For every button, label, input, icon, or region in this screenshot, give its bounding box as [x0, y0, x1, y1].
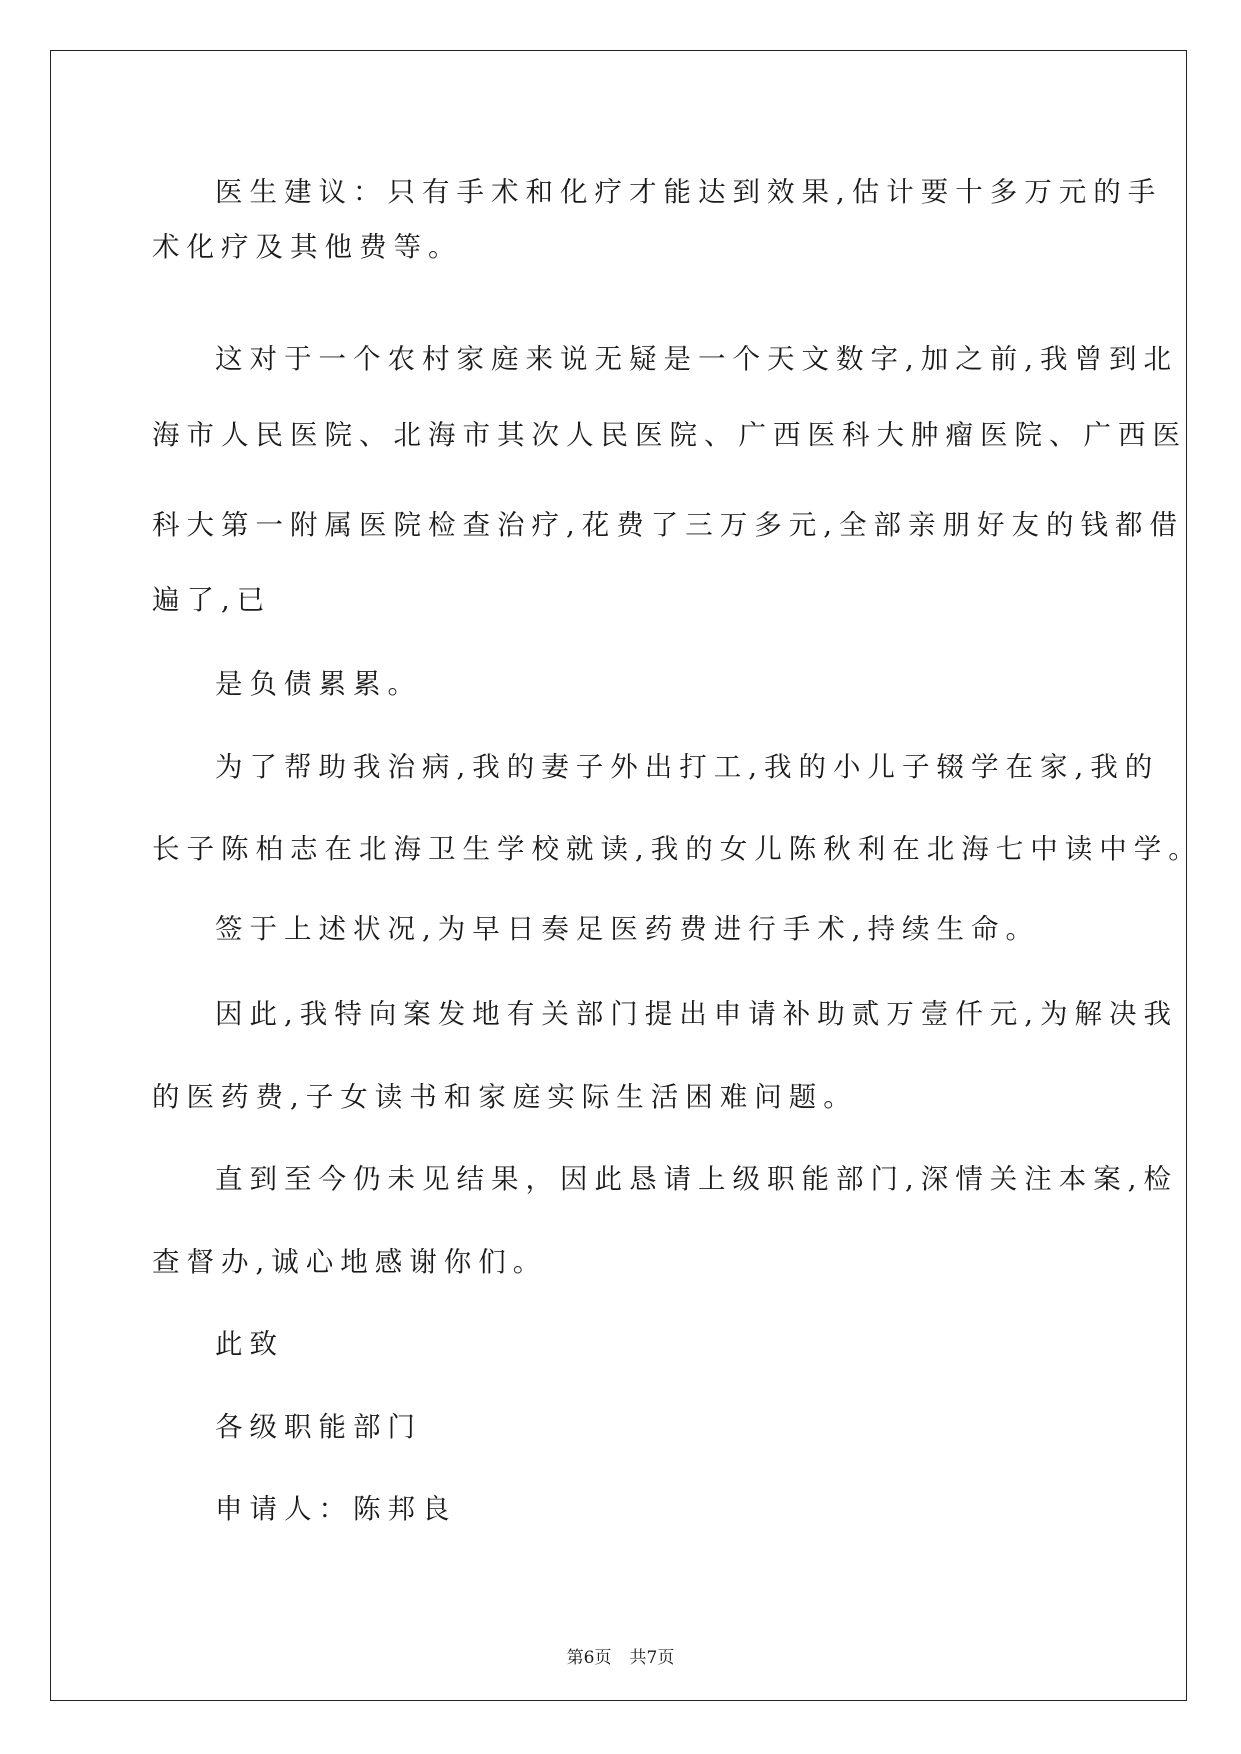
text-line: 医生建议：只有手术和化疗才能达到效果,估计要十多万元的手 — [215, 176, 1163, 208]
text-line: 术化疗及其他费等。 — [152, 231, 463, 263]
page-footer — [0, 1643, 1241, 1668]
page-number: 第6页 — [566, 1648, 612, 1668]
text-line: 此致 — [215, 1328, 284, 1360]
text-line: 科大第一附属医院检查治疗,花费了三万多元,全部亲朋好友的钱都借 — [152, 509, 1184, 541]
text-line: 申请人：陈邦良 — [215, 1493, 457, 1525]
text-line: 的医药费,子女读书和家庭实际生活困难问题。 — [152, 1081, 858, 1113]
text-line: 长子陈柏志在北海卫生学校就读,我的女儿陈秋利在北海七中读中学。 — [152, 833, 1203, 865]
text-line: 各级职能部门 — [215, 1411, 422, 1443]
text-line: 因此,我特向案发地有关部门提出申请补助贰万壹仟元,为解决我 — [215, 998, 1178, 1030]
page-border — [50, 50, 1187, 1701]
text-line: 直到至今仍未见结果，因此恳请上级职能部门,深情关注本案,检 — [215, 1163, 1178, 1195]
text-line: 是负债累累。 — [215, 668, 422, 700]
page-total: 共7页 — [629, 1648, 675, 1668]
text-line: 遍了,已 — [152, 584, 272, 616]
text-line: 签于上述状况,为早日奏足医药费进行手术,持续生命。 — [215, 913, 1040, 945]
text-line: 为了帮助我治病,我的妻子外出打工,我的小儿子辍学在家,我的 — [215, 751, 1160, 783]
text-line: 这对于一个农村家庭来说无疑是一个天文数字,加之前,我曾到北 — [215, 343, 1178, 375]
text-line: 查督办,诚心地感谢你们。 — [152, 1246, 548, 1278]
text-line: 海市人民医院、北海市其次人民医院、广西医科大肿瘤医院、广西医 — [152, 419, 1187, 451]
